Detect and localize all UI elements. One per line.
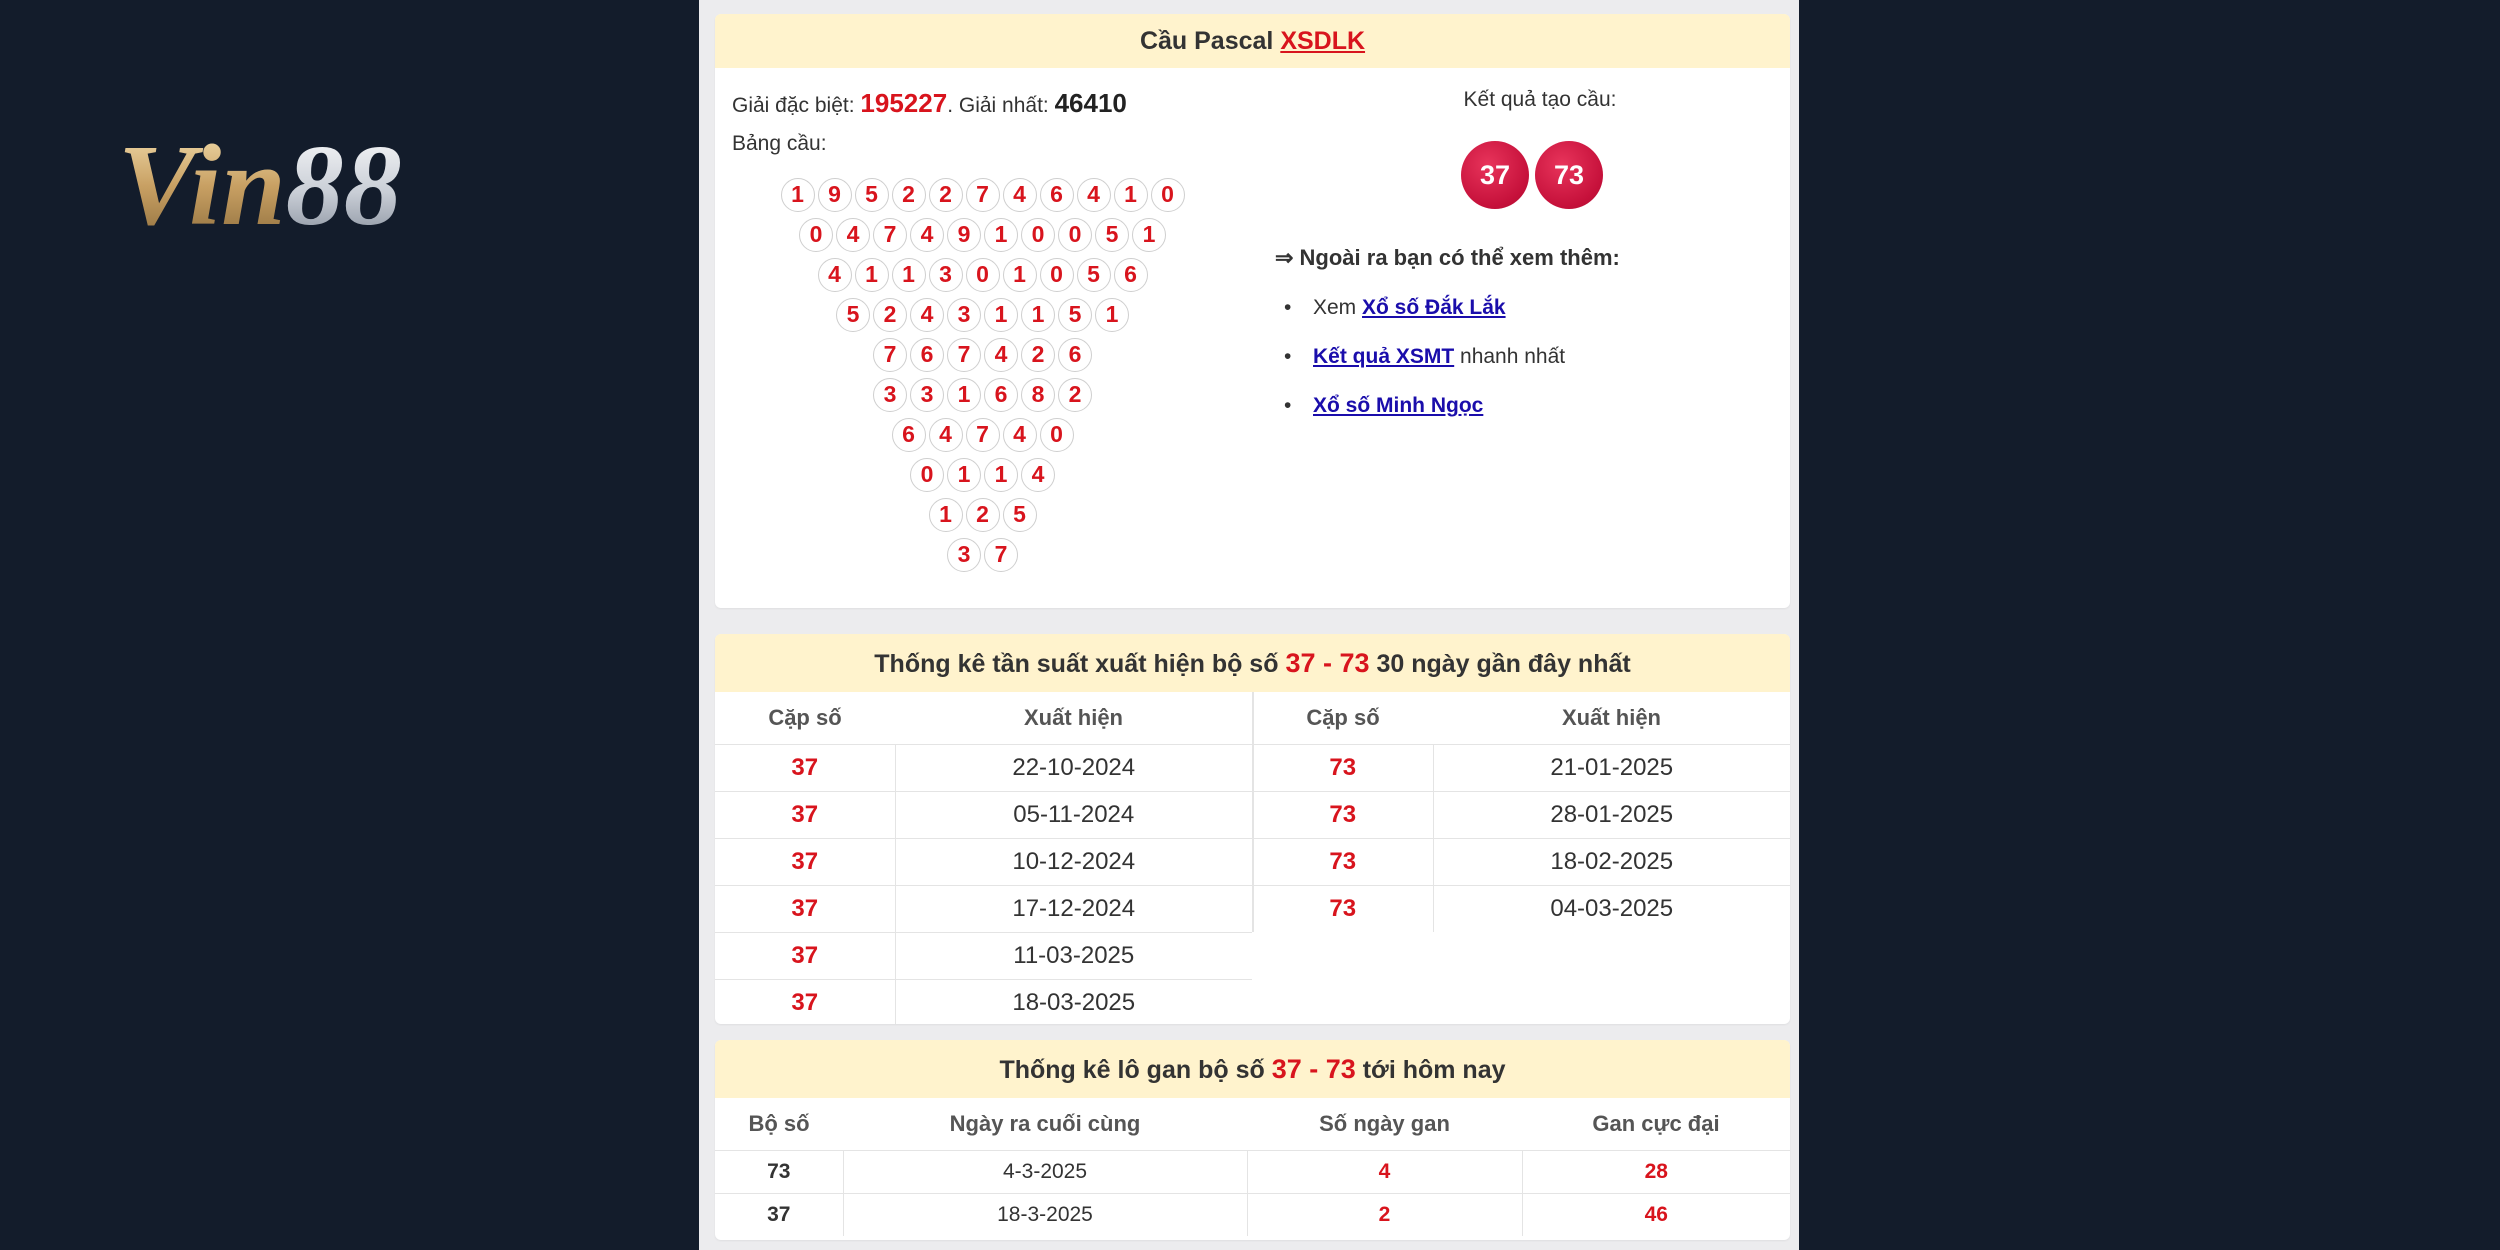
table-row xyxy=(1253,744,1790,791)
pair-cell: 73 xyxy=(1253,791,1433,838)
pascal-digit: 6 xyxy=(984,378,1018,412)
list-item xyxy=(1313,345,1565,394)
pair-cell: 37 xyxy=(715,744,895,791)
pascal-digit: 3 xyxy=(910,378,944,412)
pascal-digit: 1 xyxy=(929,498,963,532)
date-cell: 18-03-2025 xyxy=(895,979,1252,1024)
frequency-title-pair: 37 - 73 xyxy=(1285,648,1370,678)
pascal-digit: 2 xyxy=(892,178,926,212)
pair-cell: 73 xyxy=(1253,838,1433,885)
pascal-digit: 1 xyxy=(1021,298,1055,332)
table-row xyxy=(715,838,1252,885)
col-pair-header: Cặp số xyxy=(1306,704,1380,730)
frequency-card xyxy=(715,634,1790,1024)
pascal-digit: 1 xyxy=(947,458,981,492)
pascal-digit: 4 xyxy=(1003,178,1037,212)
col-pair-header: Cặp số xyxy=(768,704,842,730)
gan-header: Số ngày gan xyxy=(1319,1110,1450,1136)
pascal-digit: 6 xyxy=(1114,258,1148,292)
pascal-digit: 0 xyxy=(1040,418,1074,452)
pascal-digit: 5 xyxy=(855,178,889,212)
special-prize-value: 195227 xyxy=(860,88,948,118)
table-row xyxy=(1253,838,1790,885)
pascal-digit: 4 xyxy=(818,258,852,292)
pascal-digit: 6 xyxy=(1040,178,1074,212)
pair-cell: 73 xyxy=(1253,885,1433,932)
pascal-digit: 3 xyxy=(929,258,963,292)
table-row xyxy=(715,744,1252,791)
table-row xyxy=(715,791,1252,838)
pascal-digit: 2 xyxy=(929,178,963,212)
pascal-digit: 0 xyxy=(1021,218,1055,252)
special-prize-label: Giải đặc biệt: xyxy=(732,94,855,117)
pascal-digit: 8 xyxy=(1021,378,1055,412)
pascal-digit: 0 xyxy=(910,458,944,492)
pascal-digit: 3 xyxy=(947,298,981,332)
logo-wordmark: Vin88 xyxy=(118,122,402,236)
gan-days-cell: 4 xyxy=(1247,1150,1522,1193)
pascal-card xyxy=(715,14,1790,608)
gan-title-pair: 37 - 73 xyxy=(1271,1054,1356,1084)
pascal-digit: 6 xyxy=(892,418,926,452)
pascal-digit: 5 xyxy=(1095,218,1129,252)
pair-cell: 37 xyxy=(715,932,895,979)
gan-days-cell: 2 xyxy=(1247,1193,1522,1236)
pascal-digit: 3 xyxy=(947,538,981,572)
table-row xyxy=(715,932,1252,979)
date-cell: 28-01-2025 xyxy=(1433,791,1790,838)
pascal-digit: 4 xyxy=(836,218,870,252)
date-cell: 11-03-2025 xyxy=(895,932,1252,979)
pascal-digit: 4 xyxy=(984,338,1018,372)
pair-cell: 37 xyxy=(715,1193,843,1236)
pascal-digit: 7 xyxy=(873,218,907,252)
pascal-title xyxy=(715,14,1790,68)
pascal-digit: 1 xyxy=(984,458,1018,492)
col-appear-header: Xuất hiện xyxy=(1023,704,1123,730)
pair-cell: 37 xyxy=(715,791,895,838)
table-label: Bảng cầu: xyxy=(732,132,827,155)
pascal-digit: 0 xyxy=(799,218,833,252)
pascal-digit: 1 xyxy=(1003,258,1037,292)
date-cell: 21-01-2025 xyxy=(1433,744,1790,791)
result-label: Kết quả tạo cầu: xyxy=(1463,88,1617,111)
pascal-digit: 2 xyxy=(966,498,1000,532)
pascal-digit: 9 xyxy=(947,218,981,252)
pascal-digit: 4 xyxy=(910,218,944,252)
link-prefix: Xem xyxy=(1313,296,1363,319)
list-item xyxy=(1313,394,1565,443)
link-suffix: nhanh nhất xyxy=(1454,345,1566,368)
date-cell: 04-03-2025 xyxy=(1433,885,1790,932)
xo-so-minh-ngoc-link[interactable]: Xổ số Minh Ngọc xyxy=(1313,394,1484,417)
frequency-title xyxy=(715,634,1790,692)
gan-header: Gan cực đại xyxy=(1592,1110,1720,1136)
col-appear-header: Xuất hiện xyxy=(1561,704,1661,730)
last-date-cell: 18-3-2025 xyxy=(843,1193,1247,1236)
result-ball: 37 xyxy=(1461,141,1529,209)
date-cell: 22-10-2024 xyxy=(895,744,1252,791)
pascal-digit: 5 xyxy=(836,298,870,332)
table-row xyxy=(715,1193,1790,1236)
pascal-digit: 7 xyxy=(966,418,1000,452)
first-prize-value: 46410 xyxy=(1054,88,1127,118)
pascal-digit: 7 xyxy=(947,338,981,372)
pascal-digit: 1 xyxy=(947,378,981,412)
pascal-digit: 9 xyxy=(818,178,852,212)
pair-cell: 37 xyxy=(715,838,895,885)
pascal-digit: 5 xyxy=(1003,498,1037,532)
more-title: ⇒ Ngoài ra bạn có thể xem thêm: xyxy=(1275,245,1620,270)
pascal-digit: 0 xyxy=(966,258,1000,292)
pascal-digit: 1 xyxy=(892,258,926,292)
list-item xyxy=(1313,296,1565,345)
pascal-digit: 2 xyxy=(1058,378,1092,412)
pascal-digit: 4 xyxy=(1021,458,1055,492)
date-cell: 17-12-2024 xyxy=(895,885,1252,932)
pascal-digit: 4 xyxy=(910,298,944,332)
gan-card xyxy=(715,1040,1790,1240)
date-cell: 10-12-2024 xyxy=(895,838,1252,885)
gan-max-cell: 28 xyxy=(1522,1150,1790,1193)
table-row xyxy=(715,885,1252,932)
gan-header: Bộ số xyxy=(748,1110,810,1136)
pascal-digit: 1 xyxy=(1132,218,1166,252)
table-row xyxy=(1253,885,1790,932)
more-links-list xyxy=(1313,296,1565,443)
table-row xyxy=(715,979,1252,1024)
pascal-digit: 1 xyxy=(1095,298,1129,332)
main-content xyxy=(699,0,1799,1250)
pascal-digit: 0 xyxy=(1151,178,1185,212)
pascal-digit: 1 xyxy=(984,218,1018,252)
pascal-digit: 5 xyxy=(1058,298,1092,332)
prize-line xyxy=(732,88,1127,119)
xo-so-dak-lak-link[interactable]: Xổ số Đắk Lắk xyxy=(1362,296,1506,319)
pascal-digit: 0 xyxy=(1040,258,1074,292)
pascal-digit: 6 xyxy=(910,338,944,372)
gan-title-prefix: Thống kê lô gan bộ số xyxy=(999,1056,1265,1084)
pair-cell: 73 xyxy=(1253,744,1433,791)
pair-cell: 73 xyxy=(715,1150,843,1193)
pascal-digit: 5 xyxy=(1077,258,1111,292)
pascal-digit: 2 xyxy=(1021,338,1055,372)
gan-max-cell: 46 xyxy=(1522,1193,1790,1236)
pascal-digit: 4 xyxy=(1077,178,1111,212)
pascal-digit: 2 xyxy=(873,298,907,332)
pascal-digit: 1 xyxy=(781,178,815,212)
frequency-table-right xyxy=(1253,692,1790,932)
pascal-digit: 7 xyxy=(873,338,907,372)
gan-header: Ngày ra cuối cùng xyxy=(949,1110,1141,1136)
last-date-cell: 4-3-2025 xyxy=(843,1150,1247,1193)
pascal-digit: 4 xyxy=(1003,418,1037,452)
date-cell: 18-02-2025 xyxy=(1433,838,1790,885)
pascal-digit: 7 xyxy=(984,538,1018,572)
pascal-digit: 0 xyxy=(1058,218,1092,252)
table-row xyxy=(1253,791,1790,838)
pascal-title-text: Cầu Pascal xyxy=(1139,27,1274,55)
pascal-digit: 1 xyxy=(855,258,889,292)
pascal-digit: 6 xyxy=(1058,338,1092,372)
gan-title-suffix: tới hôm nay xyxy=(1362,1056,1506,1084)
pascal-digit: 4 xyxy=(929,418,963,452)
table-row xyxy=(715,1150,1790,1193)
pair-cell: 37 xyxy=(715,979,895,1024)
vin88-logo[interactable] xyxy=(118,116,488,236)
pair-cell: 37 xyxy=(715,885,895,932)
pascal-digit: 1 xyxy=(984,298,1018,332)
pascal-digit: 3 xyxy=(873,378,907,412)
pascal-digit: 1 xyxy=(1114,178,1148,212)
gan-table xyxy=(715,1098,1790,1236)
frequency-title-suffix: 30 ngày gần đây nhất xyxy=(1376,650,1631,678)
frequency-table-left xyxy=(715,692,1252,1024)
xsdlk-link[interactable]: XSDLK xyxy=(1280,27,1366,55)
date-cell: 05-11-2024 xyxy=(895,791,1252,838)
result-ball: 73 xyxy=(1535,141,1603,209)
ket-qua-xsmt-link[interactable]: Kết quả XSMT xyxy=(1313,345,1455,368)
pascal-digit: 7 xyxy=(966,178,1000,212)
frequency-title-prefix: Thống kê tần suất xuất hiện bộ số xyxy=(874,650,1279,678)
gan-title xyxy=(715,1040,1790,1098)
first-prize-label: . Giải nhất: xyxy=(947,94,1049,117)
